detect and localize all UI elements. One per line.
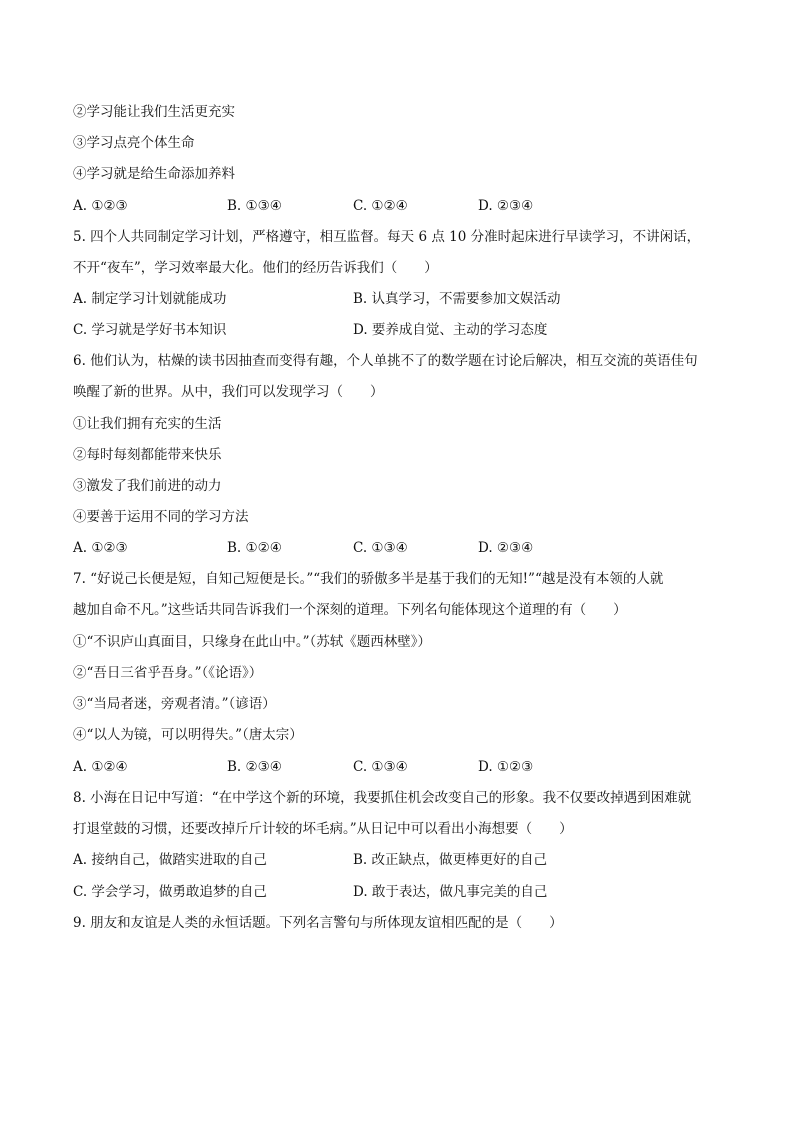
q6-option-d: D. ②③④	[478, 540, 534, 556]
q7-option-a: A. ①②④	[73, 759, 128, 775]
q6-option-b: B. ①②④	[227, 540, 282, 556]
question-5-stem-cont: 不开“夜车”，学习效率最大化。他们的经历告诉我们（ ）	[73, 260, 438, 276]
question-5-stem: 5. 四个人共同制定学习计划，严格遵守，相互监督。每天 6 点 10 分准时起床进行早读学习，不讲闲话，	[73, 229, 701, 245]
statement-2: ②学习能让我们生活更充实	[73, 104, 235, 120]
question-8-stem: 8. 小海在日记中写道：“在中学这个新的环境，我要抓住机会改变自己的形象。我不仅要改掉遇到困难就	[73, 790, 692, 806]
question-8-stem-cont: 打退堂鼓的习惯，还要改掉斤斤计较的坏毛病。”从日记中可以看出小海想要（ ）	[73, 821, 573, 837]
q5-option-b: B. 认真学习，不需要参加文娱活动	[353, 291, 561, 307]
question-9-stem: 9. 朋友和友谊是人类的永恒话题。下列名言警句与所体现友谊相匹配的是（ ）	[73, 915, 563, 931]
q6-statement-3: ③激发了我们前进的动力	[73, 478, 222, 494]
q8-option-b: B. 改正缺点，做更棒更好的自己	[353, 852, 548, 868]
q6-statement-2: ②每时每刻都能带来快乐	[73, 447, 222, 463]
question-6-stem-cont: 唤醒了新的世界。从中，我们可以发现学习（ ）	[73, 384, 384, 400]
q7-statement-2: ②“吾日三省乎吾身。”（《论语》）	[73, 665, 263, 681]
q6-statement-1: ①让我们拥有充实的生活	[73, 416, 222, 432]
question-6-stem: 6. 他们认为，枯燥的读书因抽查而变得有趣，个人单挑不了的数学题在讨论后解决，相互交流的英语佳句	[73, 353, 698, 369]
q6-option-c: C. ①③④	[353, 540, 408, 556]
option-b: B. ①③④	[227, 198, 282, 214]
q7-statement-4: ④“以人为镜，可以明得失。”（唐太宗）	[73, 727, 303, 743]
question-7-stem: 7. “好说己长便是短，自知己短便是长。”“我们的骄傲多半是基于我们的无知!”“越是没有本领的人就	[73, 571, 664, 587]
q5-option-c: C. 学习就是学好书本知识	[73, 322, 227, 338]
q7-statement-1: ①“不识庐山真面目，只缘身在此山中。”（苏轼《题西林壁》）	[73, 634, 432, 650]
option-d: D. ②③④	[478, 198, 534, 214]
q8-option-c: C. 学会学习，做勇敢追梦的自己	[73, 884, 267, 900]
q5-option-d: D. 要养成自觉、主动的学习态度	[353, 322, 548, 338]
q5-option-a: A. 制定学习计划就能成功	[73, 291, 227, 307]
q7-option-d: D. ①②③	[478, 759, 534, 775]
statement-4: ④学习就是给生命添加养料	[73, 166, 235, 182]
q8-option-d: D. 敢于表达，做凡事完美的自己	[353, 884, 548, 900]
q7-statement-3: ③“当局者迷，旁观者清。”（谚语）	[73, 696, 276, 712]
q7-option-c: C. ①③④	[353, 759, 408, 775]
question-7-stem-cont: 越加自命不凡。”这些话共同告诉我们一个深刻的道理。下列名句能体现这个道理的有（ ）	[73, 602, 627, 618]
option-c: C. ①②④	[353, 198, 408, 214]
q6-statement-4: ④要善于运用不同的学习方法	[73, 509, 249, 525]
statement-3: ③学习点亮个体生命	[73, 135, 195, 151]
q6-option-a: A. ①②③	[73, 540, 128, 556]
option-a: A. ①②③	[73, 198, 128, 214]
q7-option-b: B. ②③④	[227, 759, 282, 775]
q8-option-a: A. 接纳自己，做踏实进取的自己	[73, 852, 267, 868]
